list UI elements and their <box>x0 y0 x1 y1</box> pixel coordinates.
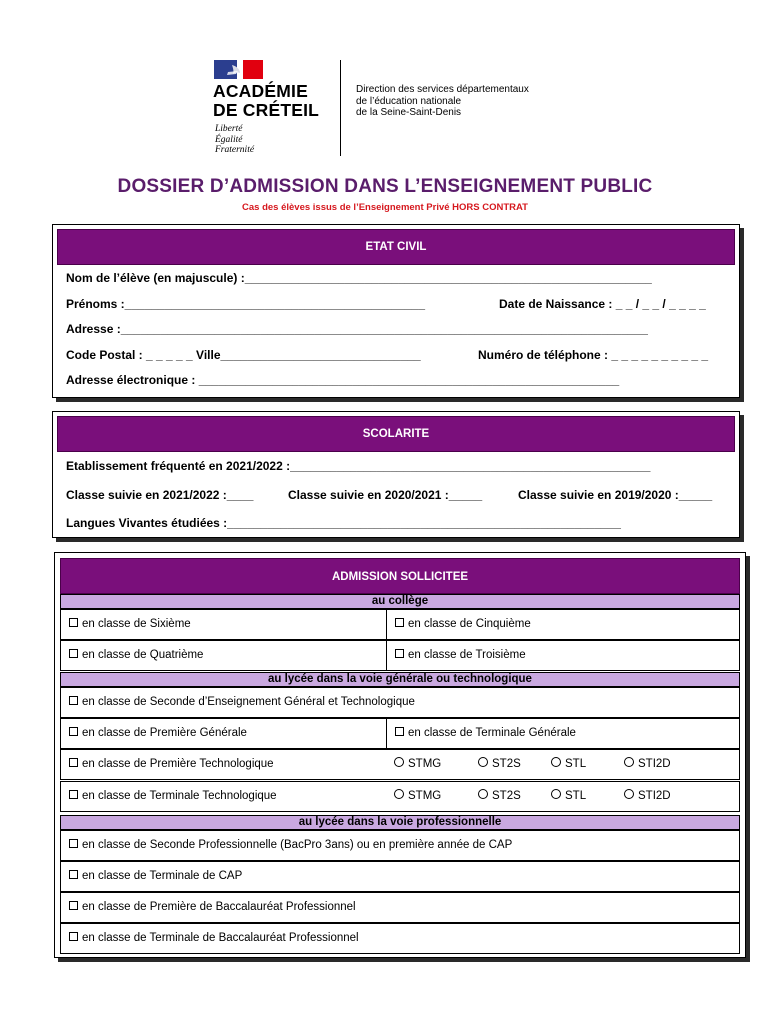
radio-sti2d-terminale[interactable]: STI2D <box>624 782 671 811</box>
radio-stmg-terminale[interactable]: STMG <box>394 782 441 811</box>
option-terminale-cap[interactable]: en classe de Terminale de CAP <box>60 861 740 892</box>
lycee-pro-subheader: au lycée dans la voie professionnelle <box>60 815 740 830</box>
radio-st2s-premiere[interactable]: ST2S <box>478 750 521 779</box>
radio-icon[interactable] <box>624 757 634 767</box>
direction-text: Direction des services départementaux de l’éducation nationale de la Seine-Saint-Denis <box>356 84 529 118</box>
radio-stl-premiere[interactable]: STL <box>551 750 586 779</box>
langues-field[interactable]: Langues Vivantes étudiées :___________________________________________________________ <box>66 516 621 530</box>
etablissement-field[interactable]: Etablissement fréquenté en 2021/2022 :______________________________________________________ <box>66 459 651 473</box>
page-subtitle: Cas des élèves issus de l’Enseignement Privé HORS CONTRAT <box>242 202 528 213</box>
academie-logo <box>212 58 352 158</box>
checkbox-icon[interactable] <box>69 696 78 705</box>
scolarite-section <box>52 411 740 538</box>
option-seconde-pro[interactable]: en classe de Seconde Professionnelle (BacPro 3ans) ou en première année de CAP <box>60 830 740 861</box>
academie-name: ACADÉMIE DE CRÉTEIL <box>213 81 320 120</box>
option-premiere-generale[interactable]: en classe de Première Générale <box>60 718 387 749</box>
classe-2021-2022-field[interactable]: Classe suivie en 2021/2022 :____ <box>66 488 254 502</box>
option-quatrieme[interactable]: en classe de Quatrième <box>60 640 387 671</box>
radio-icon[interactable] <box>624 789 634 799</box>
checkbox-icon[interactable] <box>69 839 78 848</box>
checkbox-icon[interactable] <box>69 901 78 910</box>
radio-icon[interactable] <box>551 757 561 767</box>
radio-stmg-premiere[interactable]: STMG <box>394 750 441 779</box>
checkbox-icon[interactable] <box>69 727 78 736</box>
checkbox-icon[interactable] <box>395 727 404 736</box>
marianne-logo <box>214 60 263 79</box>
header-divider <box>340 60 341 156</box>
radio-stl-terminale[interactable]: STL <box>551 782 586 811</box>
option-terminale-bac-pro[interactable]: en classe de Terminale de Baccalauréat Professionnel <box>60 923 740 954</box>
devise: Liberté Égalité Fraternité <box>215 124 255 155</box>
option-terminale-techno[interactable]: en classe de Terminale Technologique STMG ST2S STL STI2D <box>60 781 740 812</box>
code-postal-ville-field[interactable]: Code Postal : _ _ _ _ _ Ville______________________________ <box>66 348 421 362</box>
option-seconde-gt[interactable]: en classe de Seconde d’Enseignement Général et Technologique <box>60 687 740 718</box>
radio-icon[interactable] <box>394 789 404 799</box>
checkbox-icon[interactable] <box>69 649 78 658</box>
radio-icon[interactable] <box>551 789 561 799</box>
classe-2020-2021-field[interactable]: Classe suivie en 2020/2021 :_____ <box>288 488 483 502</box>
page-title: DOSSIER D’ADMISSION DANS L’ENSEIGNEMENT PUBLIC <box>117 176 653 197</box>
option-troisieme[interactable]: en classe de Troisième <box>386 640 740 671</box>
checkbox-icon[interactable] <box>69 758 78 767</box>
checkbox-icon[interactable] <box>395 649 404 658</box>
checkbox-icon[interactable] <box>69 932 78 941</box>
radio-icon[interactable] <box>478 789 488 799</box>
prenoms-field[interactable]: Prénoms :_____________________________________________ <box>66 297 426 311</box>
option-sixieme[interactable]: en classe de Sixième <box>60 609 387 640</box>
radio-st2s-terminale[interactable]: ST2S <box>478 782 521 811</box>
checkbox-icon[interactable] <box>69 618 78 627</box>
option-cinquieme[interactable]: en classe de Cinquième <box>386 609 740 640</box>
email-field[interactable]: Adresse électronique : _______________________________________________________________ <box>66 373 620 387</box>
etat-civil-section <box>52 224 740 398</box>
checkbox-icon[interactable] <box>69 870 78 879</box>
date-naissance-field[interactable]: Date de Naissance : _ _ / _ _ / _ _ _ _ <box>499 297 706 311</box>
option-terminale-generale[interactable]: en classe de Terminale Générale <box>386 718 740 749</box>
option-premiere-techno[interactable]: en classe de Première Technologique STMG ST2S STL STI2D <box>60 749 740 780</box>
checkbox-icon[interactable] <box>69 790 78 799</box>
scolarite-header: SCOLARITE <box>57 416 735 452</box>
radio-icon[interactable] <box>478 757 488 767</box>
telephone-field[interactable]: Numéro de téléphone : _ _ _ _ _ _ _ _ _ _ <box>478 348 709 362</box>
lycee-gt-subheader: au lycée dans la voie générale ou technologique <box>60 672 740 687</box>
checkbox-icon[interactable] <box>395 618 404 627</box>
adresse-field[interactable]: Adresse :_______________________________________________________________________________ <box>66 322 648 336</box>
etat-civil-header: ETAT CIVIL <box>57 229 735 265</box>
radio-sti2d-premiere[interactable]: STI2D <box>624 750 671 779</box>
admission-header: ADMISSION SOLLICITEE <box>60 558 740 594</box>
college-subheader: au collège <box>60 594 740 609</box>
nom-field[interactable]: Nom de l’élève (en majuscule) :_____________________________________________________________ <box>66 271 652 285</box>
classe-2019-2020-field[interactable]: Classe suivie en 2019/2020 :_____ <box>518 488 713 502</box>
radio-icon[interactable] <box>394 757 404 767</box>
option-premiere-bac-pro[interactable]: en classe de Première de Baccalauréat Professionnel <box>60 892 740 923</box>
